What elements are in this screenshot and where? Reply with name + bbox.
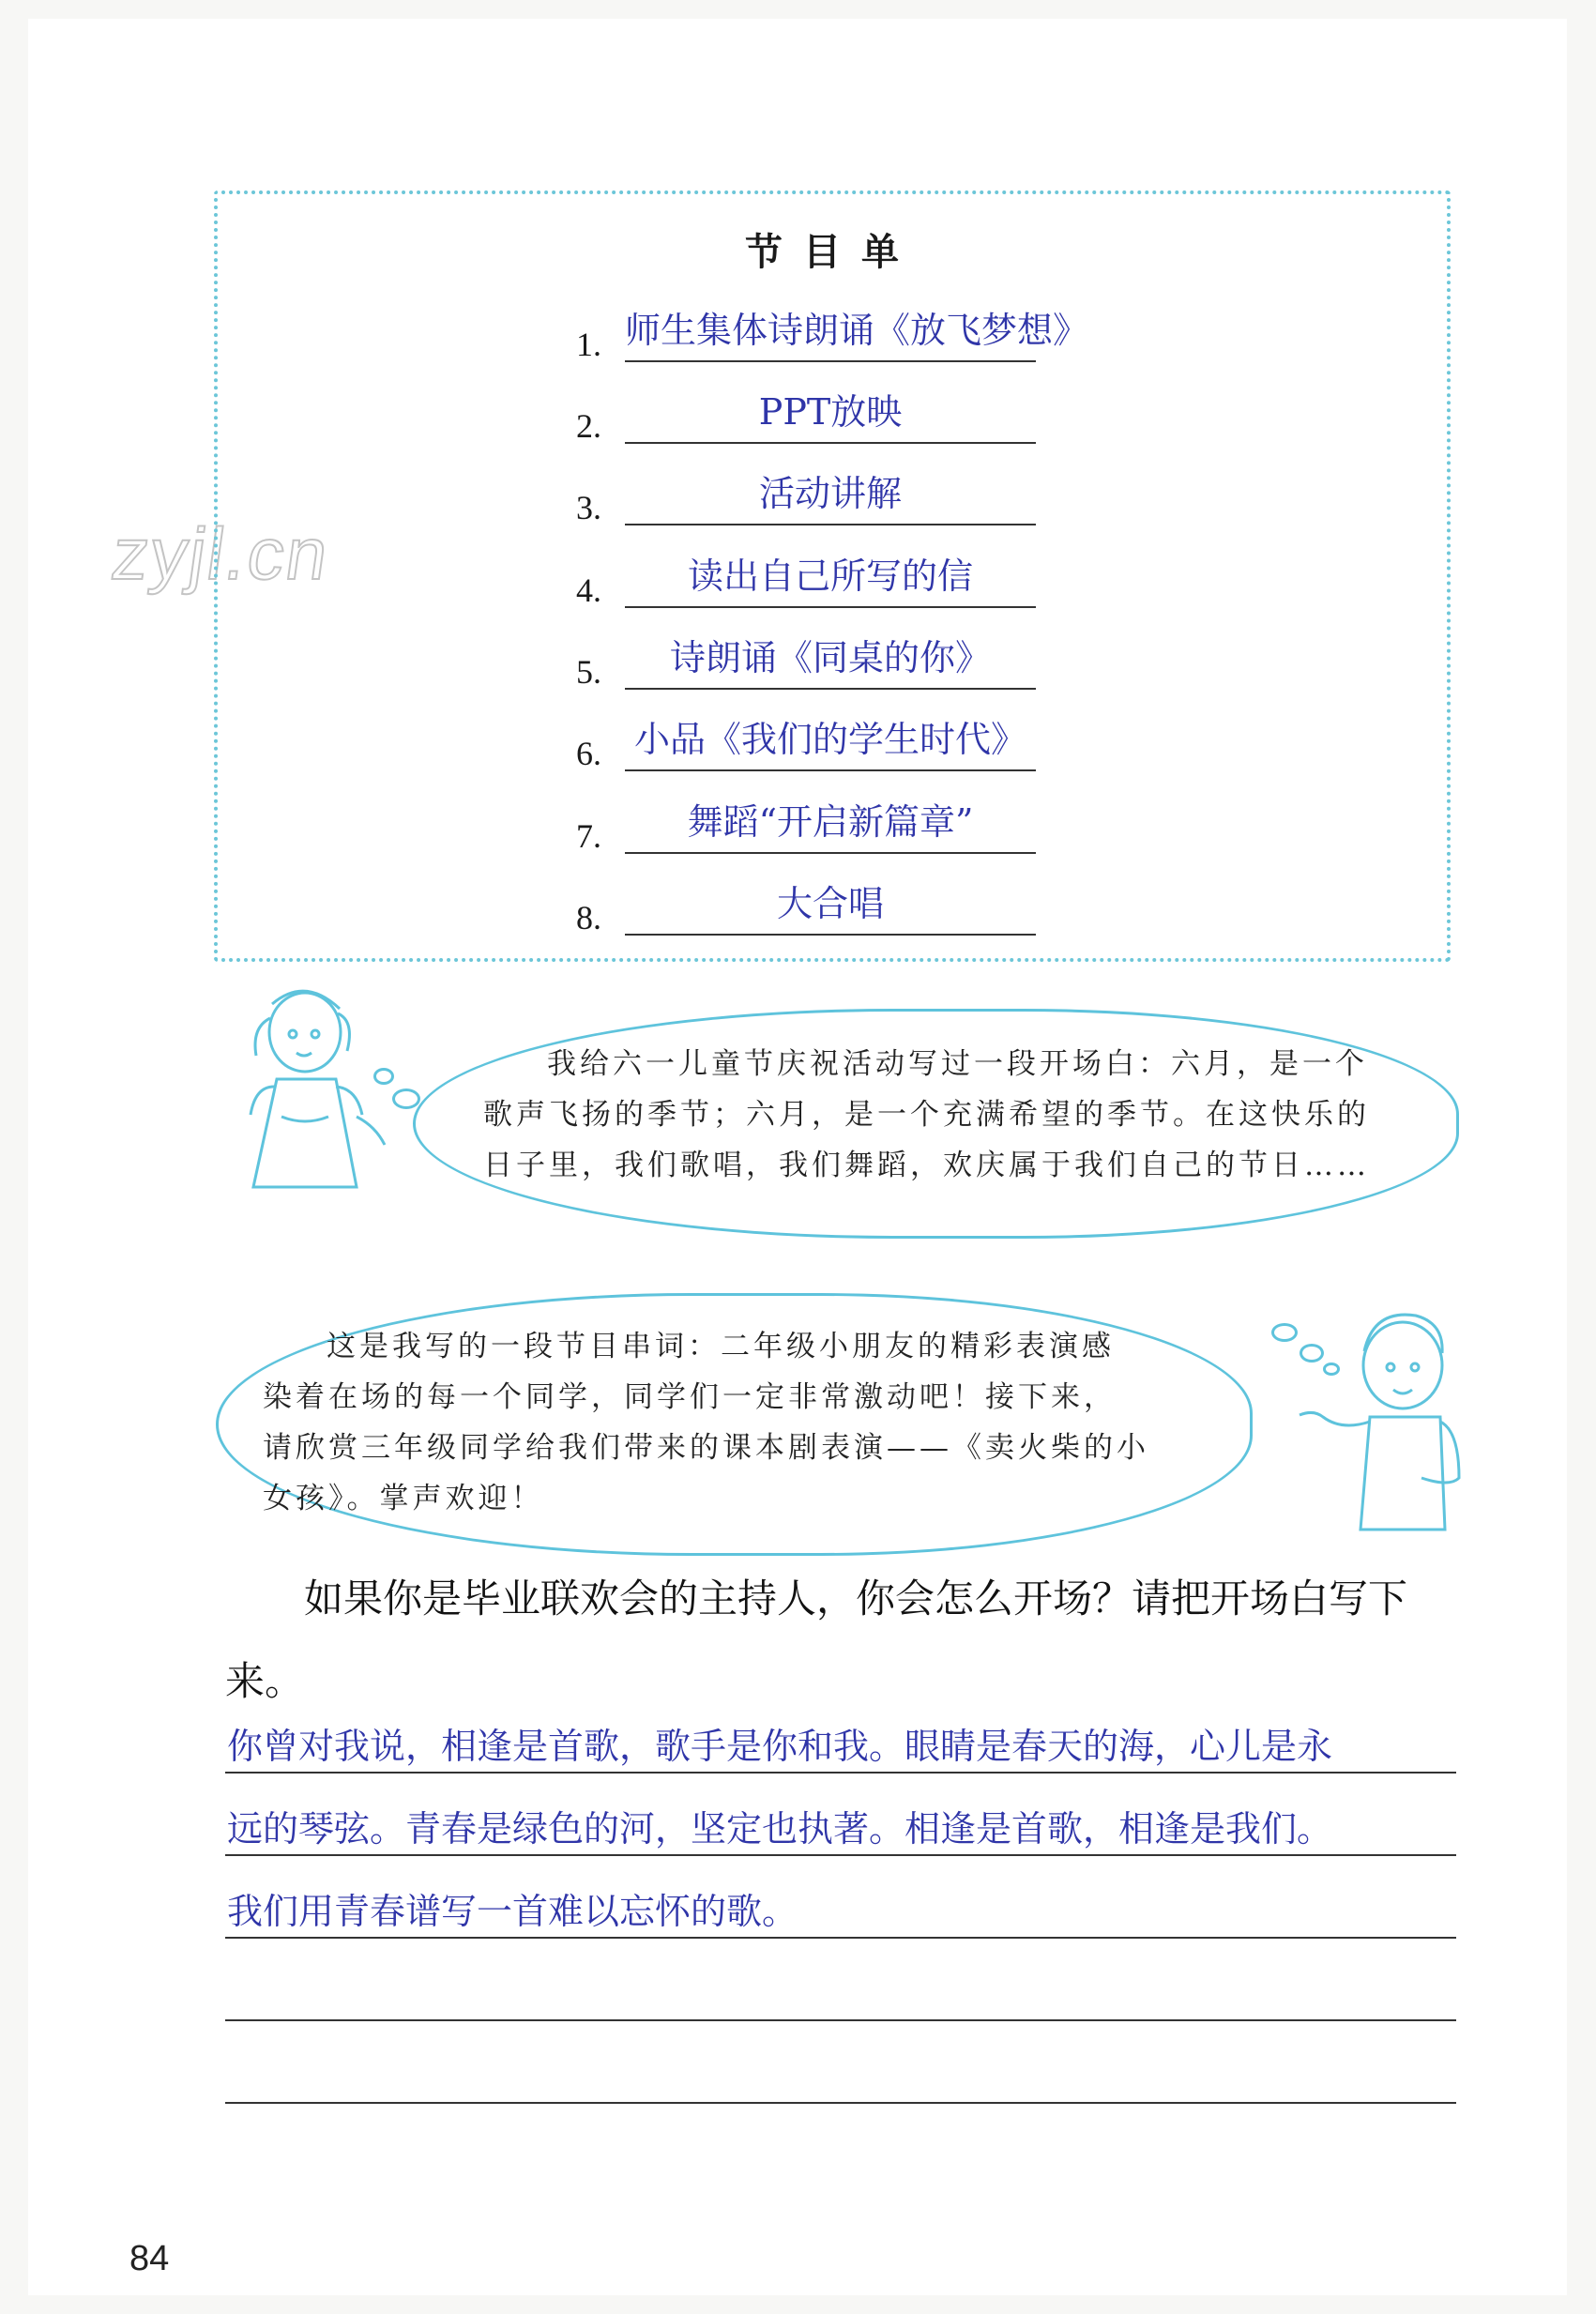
boy-illustration (1285, 1300, 1473, 1534)
program-item (576, 465, 1064, 526)
program-item (576, 302, 1089, 363)
item-answer: 舞蹈“开启新篇章” (687, 801, 974, 843)
answer-line-text: 你曾对我说，相逢是首歌，歌手是你和我。眼睛是春天的海，心儿是永 (227, 1726, 1333, 1767)
writing-line (225, 2102, 1456, 2104)
item-number: 5. (576, 653, 601, 691)
item-number: 4. (576, 571, 601, 609)
item-answer: PPT放映 (758, 391, 903, 433)
thought-dot (392, 1088, 420, 1109)
program-item (576, 711, 1064, 772)
program-item (576, 384, 1064, 445)
writing-line (225, 1937, 1456, 1939)
program-box (214, 190, 1451, 962)
answer-line (625, 442, 1036, 444)
speech-line: 染着在场的每一个同学，同学们一定非常激动吧！接下来， (263, 1380, 1117, 1414)
program-title: 节目单 (745, 231, 920, 274)
speech-line: 日子里，我们歌唱，我们舞蹈，欢庆属于我们自己的节日…… (483, 1149, 1370, 1182)
speech-line: 这是我写的一段节目串词：二年级小朋友的精彩表演感 (327, 1330, 1115, 1363)
item-answer: 活动讲解 (758, 473, 902, 514)
watermark: zyjl.cn (106, 512, 335, 595)
program-item (576, 630, 1064, 691)
item-number: 8. (576, 899, 601, 936)
speech-line: 女孩》。掌声欢迎！ (263, 1482, 544, 1515)
item-answer: 读出自己所写的信 (687, 556, 973, 597)
item-number: 7. (576, 817, 601, 855)
answer-line (625, 360, 1036, 362)
girl-illustration (216, 976, 403, 1201)
page-number: 84 (129, 2239, 170, 2278)
writing-line (225, 1854, 1456, 1856)
item-number: 3. (576, 489, 601, 526)
answer-line-text: 我们用青春谱写一首难以忘怀的歌。 (227, 1891, 798, 1932)
item-answer: 小品《我们的学生时代》 (633, 719, 1026, 760)
answer-line (625, 688, 1036, 690)
answer-line-text: 远的琴弦。青春是绿色的河，坚定也执著。相逢是首歌，相逢是我们。 (227, 1808, 1333, 1850)
boy-speech-text (263, 1321, 1210, 1524)
program-item (576, 548, 1064, 609)
writing-line (225, 1772, 1456, 1774)
item-number: 1. (576, 326, 601, 363)
thought-dot (373, 1068, 394, 1085)
item-answer: 大合唱 (776, 883, 884, 924)
answer-line (625, 606, 1036, 608)
answer-line (625, 852, 1036, 854)
girl-speech-text (483, 1039, 1431, 1191)
item-answer: 师生集体诗朗诵《放飞梦想》 (625, 310, 1089, 351)
item-answer: 诗朗诵《同桌的你》 (669, 637, 991, 678)
speech-line: 歌声飞扬的季节；六月，是一个充满希望的季节。在这快乐的 (483, 1098, 1370, 1132)
program-item (576, 875, 1064, 936)
speech-line: 我给六一儿童节庆祝活动写过一段开场白：六月，是一个 (547, 1047, 1368, 1081)
answer-line (625, 769, 1036, 771)
item-number: 2. (576, 407, 601, 445)
speech-line: 请欣赏三年级同学给我们带来的课本剧表演——《卖火柴的小 (263, 1431, 1149, 1465)
program-item (576, 794, 1064, 855)
answer-line (625, 524, 1036, 525)
answer-line (625, 934, 1036, 936)
item-number: 6. (576, 735, 601, 772)
writing-line (225, 2019, 1456, 2021)
writing-prompt: 如果你是毕业联欢会的主持人，你会怎么开场？请把开场白写下来。 (225, 1576, 1408, 1704)
